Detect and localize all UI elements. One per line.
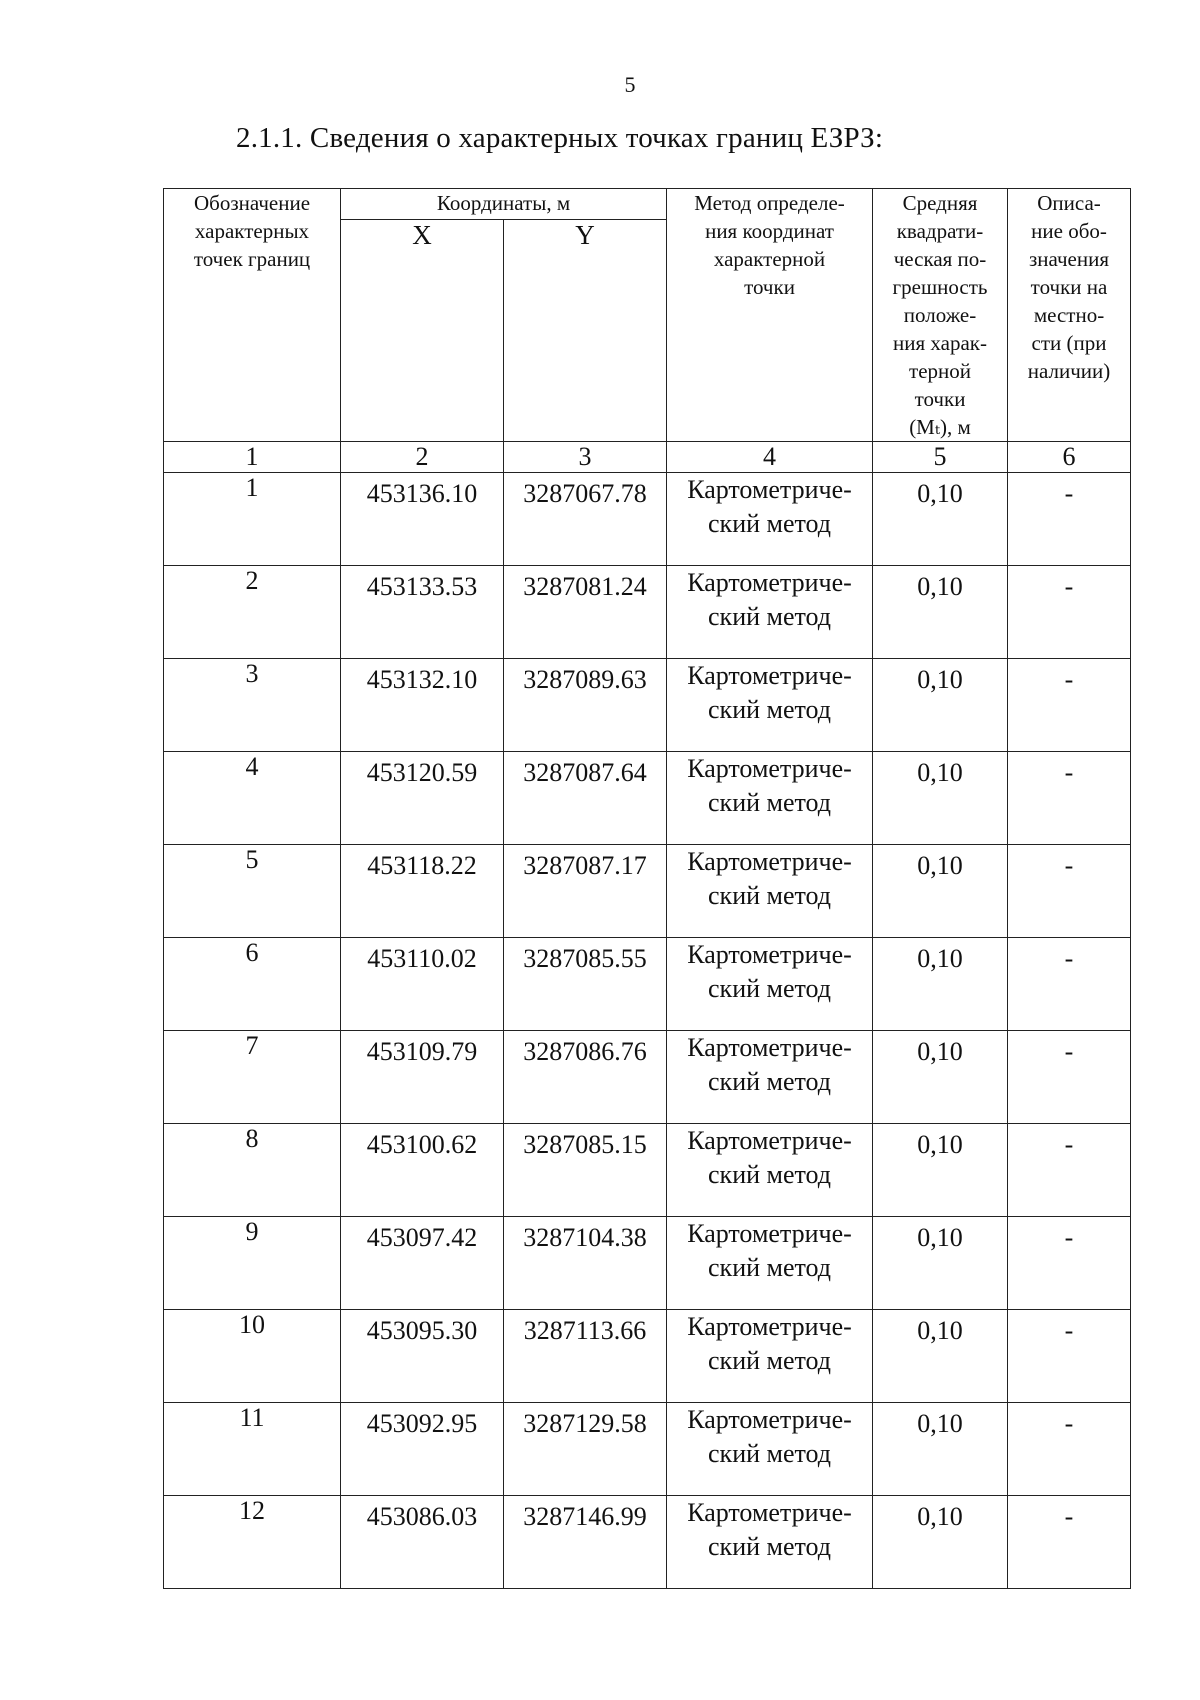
table-row bbox=[164, 1217, 1131, 1310]
point-id-cell: 6 bbox=[164, 938, 341, 1031]
method-line: Картометриче- bbox=[687, 568, 852, 597]
accuracy-cell: 0,10 bbox=[873, 1124, 1008, 1217]
method-cell bbox=[667, 1124, 873, 1217]
point-id-cell: 12 bbox=[164, 1496, 341, 1589]
accuracy-cell: 0,10 bbox=[873, 1403, 1008, 1496]
point-id-cell: 5 bbox=[164, 845, 341, 938]
point-id-cell: 10 bbox=[164, 1310, 341, 1403]
column-number: 3 bbox=[504, 442, 667, 473]
description-cell: - bbox=[1008, 659, 1131, 752]
y-coordinate-cell: 3287113.66 bbox=[504, 1310, 667, 1403]
table-row bbox=[164, 1031, 1131, 1124]
method-line: ский метод bbox=[708, 1253, 832, 1282]
x-coordinate-cell: 453118.22 bbox=[341, 845, 504, 938]
method-line: ский метод bbox=[708, 974, 832, 1003]
description-cell: - bbox=[1008, 1496, 1131, 1589]
x-coordinate-cell: 453100.62 bbox=[341, 1124, 504, 1217]
y-coordinate-cell: 3287086.76 bbox=[504, 1031, 667, 1124]
table-row bbox=[164, 1310, 1131, 1403]
y-coordinate-cell: 3287104.38 bbox=[504, 1217, 667, 1310]
point-id-cell: 9 bbox=[164, 1217, 341, 1310]
table-row bbox=[164, 938, 1131, 1031]
method-cell bbox=[667, 566, 873, 659]
description-cell: - bbox=[1008, 473, 1131, 566]
x-coordinate-cell: 453132.10 bbox=[341, 659, 504, 752]
table-row bbox=[164, 845, 1131, 938]
accuracy-cell: 0,10 bbox=[873, 659, 1008, 752]
column-number: 5 bbox=[873, 442, 1008, 473]
method-line: ский метод bbox=[708, 1439, 832, 1468]
method-line: ский метод bbox=[708, 881, 832, 910]
x-coordinate-cell: 453092.95 bbox=[341, 1403, 504, 1496]
method-cell bbox=[667, 845, 873, 938]
accuracy-cell: 0,10 bbox=[873, 938, 1008, 1031]
table-row bbox=[164, 659, 1131, 752]
description-cell: - bbox=[1008, 1124, 1131, 1217]
header-accuracy: Средняя квадрати- ческая по- грешность положе- ния харак- терной точки (Mₜ), м bbox=[873, 189, 1008, 442]
description-cell: - bbox=[1008, 1310, 1131, 1403]
y-coordinate-cell: 3287085.55 bbox=[504, 938, 667, 1031]
description-cell: - bbox=[1008, 938, 1131, 1031]
header-y: Y bbox=[504, 219, 667, 441]
method-line: ский метод bbox=[708, 1346, 832, 1375]
header-method: Метод определе- ния координат характерной точки bbox=[667, 189, 873, 442]
accuracy-cell: 0,10 bbox=[873, 845, 1008, 938]
x-coordinate-cell: 453133.53 bbox=[341, 566, 504, 659]
section-title: 2.1.1. Сведения о характерных точках границ ЕЗРЗ: bbox=[236, 122, 884, 154]
method-line: Картометриче- bbox=[687, 1126, 852, 1155]
method-cell bbox=[667, 1310, 873, 1403]
method-line: ский метод bbox=[708, 602, 832, 631]
method-cell bbox=[667, 1403, 873, 1496]
y-coordinate-cell: 3287087.64 bbox=[504, 752, 667, 845]
page-number: 5 bbox=[624, 72, 636, 97]
method-line: ский метод bbox=[708, 695, 832, 724]
method-line: Картометриче- bbox=[687, 475, 852, 504]
method-line: Картометриче- bbox=[687, 847, 852, 876]
y-coordinate-cell: 3287067.78 bbox=[504, 473, 667, 566]
accuracy-cell: 0,10 bbox=[873, 1496, 1008, 1589]
header-point-designation: Обозначение характерных точек границ bbox=[164, 189, 341, 442]
header-x: X bbox=[341, 219, 504, 441]
method-line: Картометриче- bbox=[687, 661, 852, 690]
description-cell: - bbox=[1008, 1217, 1131, 1310]
table-row bbox=[164, 752, 1131, 845]
y-coordinate-cell: 3287085.15 bbox=[504, 1124, 667, 1217]
method-line: Картометриче- bbox=[687, 754, 852, 783]
point-id-cell: 1 bbox=[164, 473, 341, 566]
method-cell bbox=[667, 1496, 873, 1589]
method-cell bbox=[667, 659, 873, 752]
point-id-cell: 3 bbox=[164, 659, 341, 752]
method-cell bbox=[667, 1217, 873, 1310]
method-line: ский метод bbox=[708, 1532, 832, 1561]
column-number: 6 bbox=[1008, 442, 1131, 473]
point-id-cell: 4 bbox=[164, 752, 341, 845]
method-line: Картометриче- bbox=[687, 1312, 852, 1341]
point-id-cell: 8 bbox=[164, 1124, 341, 1217]
method-line: ский метод bbox=[708, 509, 832, 538]
x-coordinate-cell: 453136.10 bbox=[341, 473, 504, 566]
method-cell bbox=[667, 473, 873, 566]
x-coordinate-cell: 453097.42 bbox=[341, 1217, 504, 1310]
x-coordinate-cell: 453109.79 bbox=[341, 1031, 504, 1124]
accuracy-cell: 0,10 bbox=[873, 1031, 1008, 1124]
column-number: 4 bbox=[667, 442, 873, 473]
characteristic-points-table bbox=[163, 188, 1131, 1589]
header-coordinates: Координаты, м bbox=[341, 189, 667, 220]
x-coordinate-cell: 453110.02 bbox=[341, 938, 504, 1031]
x-coordinate-cell: 453120.59 bbox=[341, 752, 504, 845]
method-line: Картометриче- bbox=[687, 940, 852, 969]
point-id-cell: 2 bbox=[164, 566, 341, 659]
column-number-row bbox=[164, 442, 1131, 473]
table-row bbox=[164, 473, 1131, 566]
table-row bbox=[164, 1496, 1131, 1589]
y-coordinate-cell: 3287087.17 bbox=[504, 845, 667, 938]
column-number: 2 bbox=[341, 442, 504, 473]
accuracy-cell: 0,10 bbox=[873, 752, 1008, 845]
table-row bbox=[164, 1403, 1131, 1496]
method-line: ский метод bbox=[708, 1067, 832, 1096]
description-cell: - bbox=[1008, 1031, 1131, 1124]
y-coordinate-cell: 3287129.58 bbox=[504, 1403, 667, 1496]
accuracy-cell: 0,10 bbox=[873, 473, 1008, 566]
accuracy-cell: 0,10 bbox=[873, 566, 1008, 659]
method-line: ский метод bbox=[708, 1160, 832, 1189]
y-coordinate-cell: 3287089.63 bbox=[504, 659, 667, 752]
method-cell bbox=[667, 938, 873, 1031]
header-description: Описа- ние обо- значения точки на местно- сти (при наличии) bbox=[1008, 189, 1131, 442]
accuracy-cell: 0,10 bbox=[873, 1217, 1008, 1310]
method-cell bbox=[667, 752, 873, 845]
y-coordinate-cell: 3287081.24 bbox=[504, 566, 667, 659]
description-cell: - bbox=[1008, 752, 1131, 845]
accuracy-cell: 0,10 bbox=[873, 1310, 1008, 1403]
method-line: ский метод bbox=[708, 788, 832, 817]
description-cell: - bbox=[1008, 566, 1131, 659]
method-line: Картометриче- bbox=[687, 1033, 852, 1062]
description-cell: - bbox=[1008, 1403, 1131, 1496]
description-cell: - bbox=[1008, 845, 1131, 938]
y-coordinate-cell: 3287146.99 bbox=[504, 1496, 667, 1589]
x-coordinate-cell: 453095.30 bbox=[341, 1310, 504, 1403]
column-number: 1 bbox=[164, 442, 341, 473]
method-line: Картометриче- bbox=[687, 1498, 852, 1527]
method-cell bbox=[667, 1031, 873, 1124]
table-row bbox=[164, 566, 1131, 659]
method-line: Картометриче- bbox=[687, 1219, 852, 1248]
method-line: Картометриче- bbox=[687, 1405, 852, 1434]
point-id-cell: 11 bbox=[164, 1403, 341, 1496]
point-id-cell: 7 bbox=[164, 1031, 341, 1124]
x-coordinate-cell: 453086.03 bbox=[341, 1496, 504, 1589]
table-row bbox=[164, 1124, 1131, 1217]
